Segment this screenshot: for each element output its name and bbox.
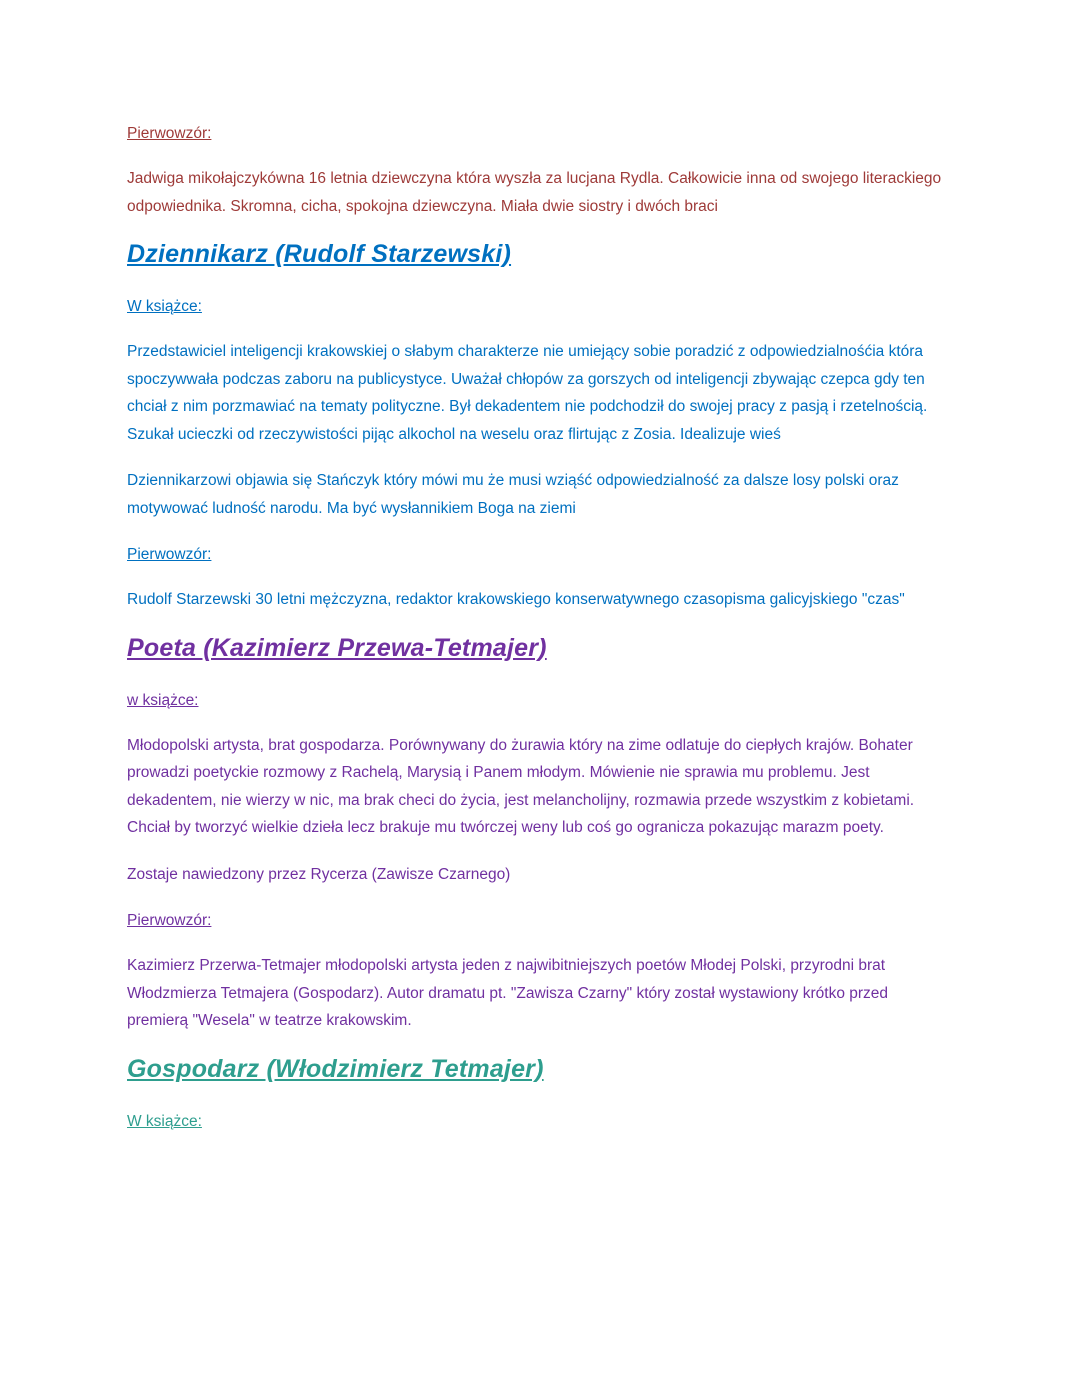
- label-pierwowzor-dziennikarz: Pierwowzór:: [127, 546, 212, 563]
- heading-gospodarz: Gospodarz (Włodzimierz Tetmajer): [127, 1054, 544, 1083]
- paragraph-poeta-opis: Młodopolski artysta, brat gospodarza. Porównywany do żurawia który na zime odlatuje do ciepłych krajów. Bohater prowadzi poetyckie rozmowy z Rachelą, Marysią i Panem młodym. Mówienie nie sprawia mu problemu. Jest dekadentem, nie wierzy w nic, ma brak checi do życia, jest melancholijny, rozmawia przede wszystkim z kobietami. Chciał by tworzyć wielkie dzieła lecz brakuje mu twórczej weny lub coś go ogranicza pokazując marazm poety.: [127, 736, 915, 836]
- heading-dziennikarz: Dziennikarz (Rudolf Starzewski): [127, 240, 512, 268]
- label-pierwowzor-panna-mloda: Pierwowzór:: [127, 125, 212, 142]
- paragraph-pierwowzor-jadwiga: Jadwiga mikołajczykówna 16 letnia dziewczyna która wyszła za lucjana Rydla. Całkowicie inna od swojego literackiego odpowiednika. Skromna, cicha, spokojna dziewczyna. Miała dwie siostry i dwóch braci: [127, 170, 942, 215]
- paragraph-poeta-rycerz: Zostaje nawiedzony przez Rycerza (Zawisze Czarnego): [127, 865, 511, 883]
- label-w-ksiazce-poeta: w książce:: [127, 691, 199, 709]
- paragraph-dziennikarz-stanczyk: Dziennikarzowi objawia się Stańczyk który mówi mu że musi wziąść odpowiedzialność za dalsze losy polski oraz motywować ludność narodu. Ma być wysłannikiem Boga na ziemi: [127, 472, 899, 517]
- label-w-ksiazce-dziennikarz: W książce:: [127, 298, 202, 315]
- paragraph-dziennikarz-opis: Przedstawiciel inteligencji krakowskiej o słabym charakterze nie umiejący sobie poradzić z odpowiedzialnośćia która spoczywwała podczas zaboru na publicystyce. Uważał chłopów za gorszych od inteligencji zbywając czepca gdy ten chciał z nim porzmawiać na tematy polityczne. Był dekadentem nie podchodził do swojej pracy z pasją i rzetelnością. Szukał ucieczki od rzeczywistości pijąc alkochol na weselu oraz flirtując z Zosia. Idealizuje wieś: [127, 343, 928, 443]
- heading-poeta: Poeta (Kazimierz Przewa-Tetmajer): [127, 633, 547, 662]
- label-w-ksiazce-gospodarz: W książce:: [127, 1112, 202, 1130]
- label-pierwowzor-poeta: Pierwowzór:: [127, 912, 212, 929]
- paragraph-pierwowzor-tetmajer: Kazimierz Przerwa-Tetmajer młodopolski artysta jeden z najwibitniejszych poetów Młodej Polski, przyrodni brat Włodzmierza Tetmajera (Gospodarz). Autor dramatu pt. "Zawisza Czarny" który został wystawiony krótko przed premierą "Wesela" w teatrze krakowskim.: [127, 957, 889, 1029]
- paragraph-pierwowzor-starzewski: Rudolf Starzewski 30 letni mężczyzna, redaktor krakowskiego konserwatywnego czasopisma galicyjskiego "czas": [127, 591, 905, 608]
